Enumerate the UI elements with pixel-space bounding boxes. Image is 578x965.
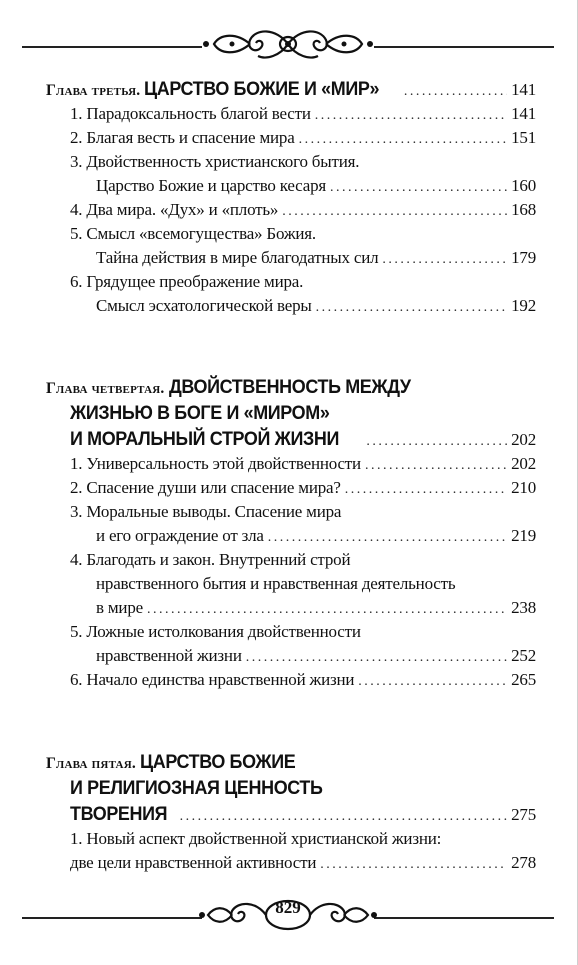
- entry-text: и его ограждение от зла: [96, 526, 264, 545]
- chapter-4: [46, 374, 536, 692]
- page-ref: 252: [511, 646, 536, 665]
- toc-entry-4-5-line2[interactable]: [46, 644, 536, 668]
- entry-text: 4. Два мира. «Дух» и «плоть»: [70, 200, 279, 219]
- page-ref: 202: [511, 454, 536, 473]
- chapter-5: [46, 749, 536, 875]
- chapter-title: ЦАРСТВО БОЖИЕ И «МИР»: [144, 78, 380, 100]
- toc-entry-3-6-line2[interactable]: [46, 294, 536, 318]
- chapter-title: ЖИЗНЬЮ В БОГЕ И «МИРОМ»: [70, 402, 330, 424]
- entry-text: нравственного бытия и нравственная деятельность: [96, 574, 456, 593]
- chapter-5-heading-line3[interactable]: [46, 801, 536, 827]
- entry-text: нравственной жизни: [96, 646, 242, 665]
- page-ref: 238: [511, 598, 536, 617]
- entry-text: 3. Моральные выводы. Спасение мира: [70, 502, 342, 521]
- leader-dots: [320, 853, 507, 877]
- entry-text: Смысл эсхатологической веры: [96, 296, 312, 315]
- entry-text: 4. Благодать и закон. Внутренний строй: [70, 550, 351, 569]
- toc-entry-4-3-line1[interactable]: [46, 500, 536, 524]
- chapter-3-heading[interactable]: [46, 76, 536, 102]
- entry-text: 6. Начало единства нравственной жизни: [70, 670, 355, 689]
- chapter-title: ДВОЙСТВЕННОСТЬ МЕЖДУ: [168, 376, 411, 398]
- page-ref: 141: [511, 80, 536, 99]
- toc-entry-3-5-line1[interactable]: [46, 222, 536, 246]
- page-ref: 219: [511, 526, 536, 545]
- leader-dots: [299, 128, 508, 152]
- entry-text: 6. Грядущее преображение мира.: [70, 272, 304, 291]
- leader-dots: [345, 478, 507, 502]
- chapter-4-heading-line2[interactable]: [46, 400, 536, 426]
- entry-text: 1. Парадоксальность благой вести: [70, 104, 311, 123]
- leader-dots: [358, 670, 507, 694]
- chapter-prefix: Глава третья.: [46, 82, 141, 99]
- top-ornament: [0, 22, 578, 62]
- page-ref: 192: [511, 296, 536, 315]
- toc-entry-3-1[interactable]: [46, 102, 536, 126]
- chapter-title: ЦАРСТВО БОЖИЕ: [139, 751, 296, 773]
- toc-entry-4-4-line2[interactable]: [46, 572, 536, 596]
- chapter-5-heading-line1[interactable]: [46, 749, 536, 775]
- entry-text: 2. Благая весть и спасение мира: [70, 128, 295, 147]
- toc-entry-4-2[interactable]: [46, 476, 536, 500]
- toc-entry-3-6-line1[interactable]: [46, 270, 536, 294]
- chapter-4-heading-line3[interactable]: [46, 426, 536, 452]
- toc-entry-3-5-line2[interactable]: [46, 246, 536, 270]
- toc-entry-5-1-line2[interactable]: [46, 851, 536, 875]
- toc-entry-4-6[interactable]: [46, 668, 536, 692]
- toc-entry-4-3-line2[interactable]: [46, 524, 536, 548]
- leader-dots: [382, 248, 507, 272]
- entry-text: 5. Ложные истолкования двойственности: [70, 622, 361, 641]
- leader-dots: [315, 104, 507, 128]
- page-ref: 210: [511, 478, 536, 497]
- page-ref: 160: [511, 176, 536, 195]
- chapter-3: [46, 76, 536, 318]
- chapter-title: ТВОРЕНИЯ: [70, 803, 168, 825]
- page-ref: 202: [511, 430, 536, 449]
- chapter-prefix: Глава четвертая.: [46, 380, 165, 397]
- entry-text: 2. Спасение души или спасение мира?: [70, 478, 341, 497]
- ornament-rule-left: [22, 46, 202, 48]
- page-ref: 141: [511, 104, 536, 123]
- toc-entry-4-4-line3[interactable]: [46, 596, 536, 620]
- entry-text: 3. Двойственность христианского бытия.: [70, 152, 360, 171]
- entry-text: Тайна действия в мире благодатных сил: [96, 248, 379, 267]
- ornament-rule-right: [374, 46, 554, 48]
- entry-text: две цели нравственной активности: [70, 853, 317, 872]
- page-ref: 179: [511, 248, 536, 267]
- toc-entry-3-3-line2[interactable]: [46, 174, 536, 198]
- page-ref: 168: [511, 200, 536, 219]
- leader-dots: [246, 646, 507, 670]
- toc-entry-4-5-line1[interactable]: [46, 620, 536, 644]
- entry-text: 5. Смысл «всемогущества» Божия.: [70, 224, 316, 243]
- entry-text: Царство Божие и царство кесаря: [96, 176, 326, 195]
- toc-entry-4-4-line1[interactable]: [46, 548, 536, 572]
- toc-entry-5-1-line1[interactable]: [46, 827, 536, 851]
- leader-dots: [330, 176, 507, 200]
- leader-dots: [316, 296, 507, 320]
- toc-entry-3-4[interactable]: [46, 198, 536, 222]
- entry-text: 1. Новый аспект двойственной христианской жизни:: [70, 829, 442, 848]
- chapter-title: И РЕЛИГИОЗНАЯ ЦЕННОСТЬ: [70, 777, 323, 799]
- page-number: 829: [275, 898, 301, 917]
- ornament-rule-left: [22, 917, 202, 919]
- chapter-title: И МОРАЛЬНЫЙ СТРОЙ ЖИЗНИ: [70, 428, 339, 450]
- entry-text: в мире: [96, 598, 143, 617]
- page-ref: 151: [511, 128, 536, 147]
- leader-dots: [365, 454, 507, 478]
- ornament-rule-right: [374, 917, 554, 919]
- page-ref: 278: [511, 853, 536, 872]
- toc-entry-3-2[interactable]: [46, 126, 536, 150]
- leader-dots: [282, 200, 507, 224]
- entry-text: 1. Универсальность этой двойственности: [70, 454, 361, 473]
- toc-entry-3-3-line1[interactable]: [46, 150, 536, 174]
- leader-dots: [268, 526, 507, 550]
- leader-dots: [147, 598, 507, 622]
- chapter-5-heading-line2[interactable]: [46, 775, 536, 801]
- scroll-ornament-icon: [196, 22, 380, 66]
- page-ref: 275: [511, 805, 536, 824]
- chapter-4-heading-line1[interactable]: [46, 374, 536, 400]
- chapter-prefix: Глава пятая.: [46, 755, 136, 772]
- toc-entry-4-1[interactable]: [46, 452, 536, 476]
- page-ref: 265: [511, 670, 536, 689]
